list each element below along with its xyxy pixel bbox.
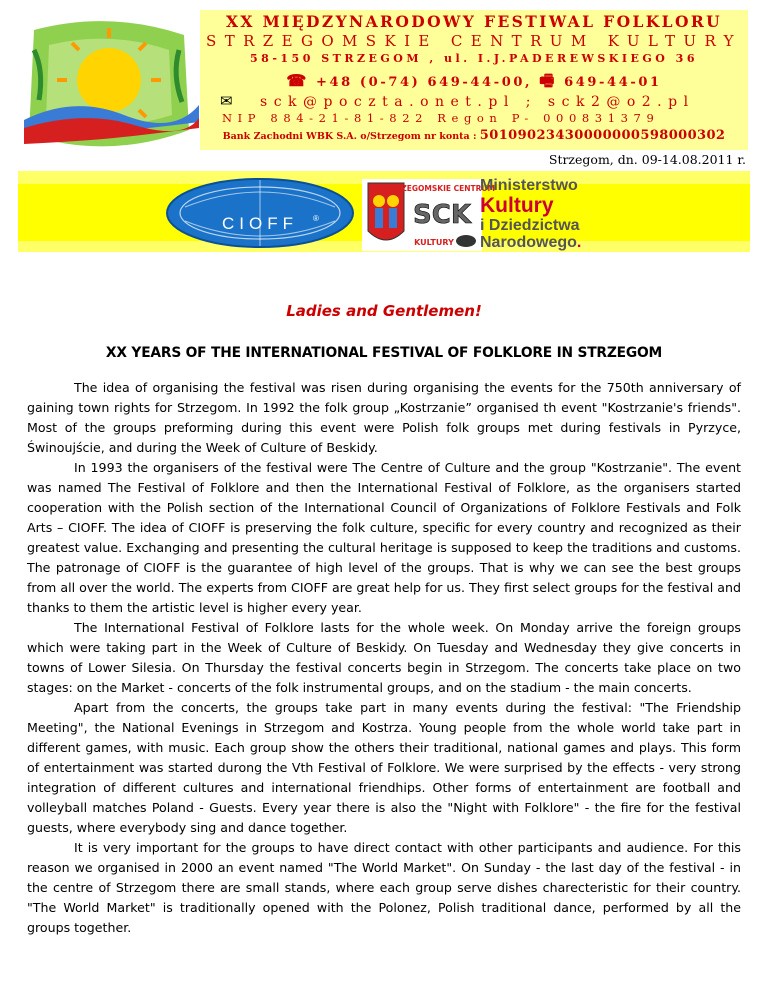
ministry-dot: . xyxy=(576,234,582,251)
paragraph: Apart from the concerts, the groups take part in many events during the festival: "The Friendship Meeting", the National Evenings in Strzegom and Kostrza. Young people from the whole world take part in different games, with music. Each group show the others their traditional, national games and plays. This form of entertainment was started durong the Vth Festival of Folklore. We were surprised by the effects - very strong integration of different cultures and international friendhips. Other forms of entertainment are football and volleyball matches Poland - Guests. Every year there is also the "Night with Folklore" - the fire for the festival guests, where everybody sing and dance together. xyxy=(27,700,741,835)
cioff-logo xyxy=(165,177,355,249)
fax-icon: 🖷 xyxy=(539,71,557,90)
cioff-registered-mark: ® xyxy=(313,214,319,223)
body-text xyxy=(27,378,741,938)
email-addresses: sck@poczta.onet.pl ; sck2@o2.pl xyxy=(260,94,695,110)
paragraph: The idea of organising the festival was risen during organising the events for the 750th anniversary of gaining town rights for Strzegom. In 1992 the folk group „Kostrzanie” organised th event "Kostrzanie's friends". Most of the groups preforming during this event were Polish folk groups met during festivals in Pyrzyce, Świnoujście, and during the Week of Culture of Beskidy. xyxy=(27,380,741,455)
ministry-logo xyxy=(480,178,620,250)
organization-name: STRZEGOMSKIE CENTRUM KULTURY xyxy=(206,32,742,50)
ministry-line4 xyxy=(480,234,581,252)
sck-main-text: SCK xyxy=(413,200,471,230)
bank-account: 50109023430000000598000302 xyxy=(479,128,726,143)
sck-logo xyxy=(362,179,495,251)
ministry-line1: Ministerstwo xyxy=(480,177,578,194)
paragraph: In 1993 the organisers of the festival were The Centre of Culture and the group "Kostrzanie". The event was named The Festival of Folklore and then the International Festival of Folklore, as the organisers started cooperation with the Polish section of the International Council of Organizations of Folklore Festivals and Folk Arts – CIOFF. The idea of CIOFF is preserving the folk culture, specific for every country and recognized as their greatest value. Exchanging and presenting the cultural heritage is supposed to keep the traditions and customs. The patronage of CIOFF is the guarantee of high level of the groups. That is why we can see the best groups from all over the world. The experts from CIOFF are great help for us. They first select groups for the festival and thanks to them the artistic level is higher every year. xyxy=(27,460,741,615)
contact-email-line xyxy=(220,92,740,110)
paragraph: It is very important for the groups to have direct contact with other participants and audience. For this reason we organised in 2000 an event named "The World Market". On Sunday - the last day of the festival - in the centre of Strzegom there are small stands, where each group serve dishes charecteristic for their country. "The World Market" is traditionally opened with the Polonez, Polish traditional dance, performed by all the groups together. xyxy=(27,840,741,935)
email-icon: ✉ xyxy=(220,92,240,110)
ministry-line3: i Dziedzictwa xyxy=(480,217,580,234)
date-line: Strzegom, dn. 09-14.08.2011 r. xyxy=(548,152,746,167)
document-heading: XX YEARS OF THE INTERNATIONAL FESTIVAL OF FOLKLORE IN STRZEGOM xyxy=(105,345,663,361)
phone-number: +48 (0-74) 649-44-00, xyxy=(316,75,533,90)
sck-bottom-text: KULTURY xyxy=(414,238,454,247)
ministry-line4-text: Narodowego xyxy=(480,234,577,251)
sck-top-text: STRZEGOMSKIE CENTRUM xyxy=(385,184,495,193)
bank-info xyxy=(200,128,748,143)
fax-number: 649-44-01 xyxy=(564,75,662,90)
festival-logo xyxy=(14,10,204,160)
phone-icon: ☎ xyxy=(286,71,309,90)
ministry-line2: Kultury xyxy=(480,194,554,217)
paragraph: The International Festival of Folklore lasts for the whole week. On Monday arrive the foreign groups which were taking part in the Week of Culture of Beskidy. On Tuesday and Wednesday they give concerts in towns of Lower Silesia. On Thursday the festival concerts begin in Strzegom. The concerts take place on two stages: on the Market - concerts of the folk instrumental groups, and on the stadium - the main concerts. xyxy=(27,620,741,695)
salutation: Ladies and Gentlemen! xyxy=(286,302,482,320)
festival-title: XX MIĘDZYNARODOWY FESTIWAL FOLKLORU xyxy=(225,12,723,31)
bank-label: Bank Zachodni WBK S.A. o/Strzegom nr konta : xyxy=(222,131,477,142)
cioff-text: CIOFF xyxy=(222,214,298,233)
address: 58-150 STRZEGOM , ul. I.J.PADEREWSKIEGO 36 xyxy=(250,52,698,65)
nip-regon: NIP 884-21-81-822 Regon P- 000831379 xyxy=(222,111,660,125)
